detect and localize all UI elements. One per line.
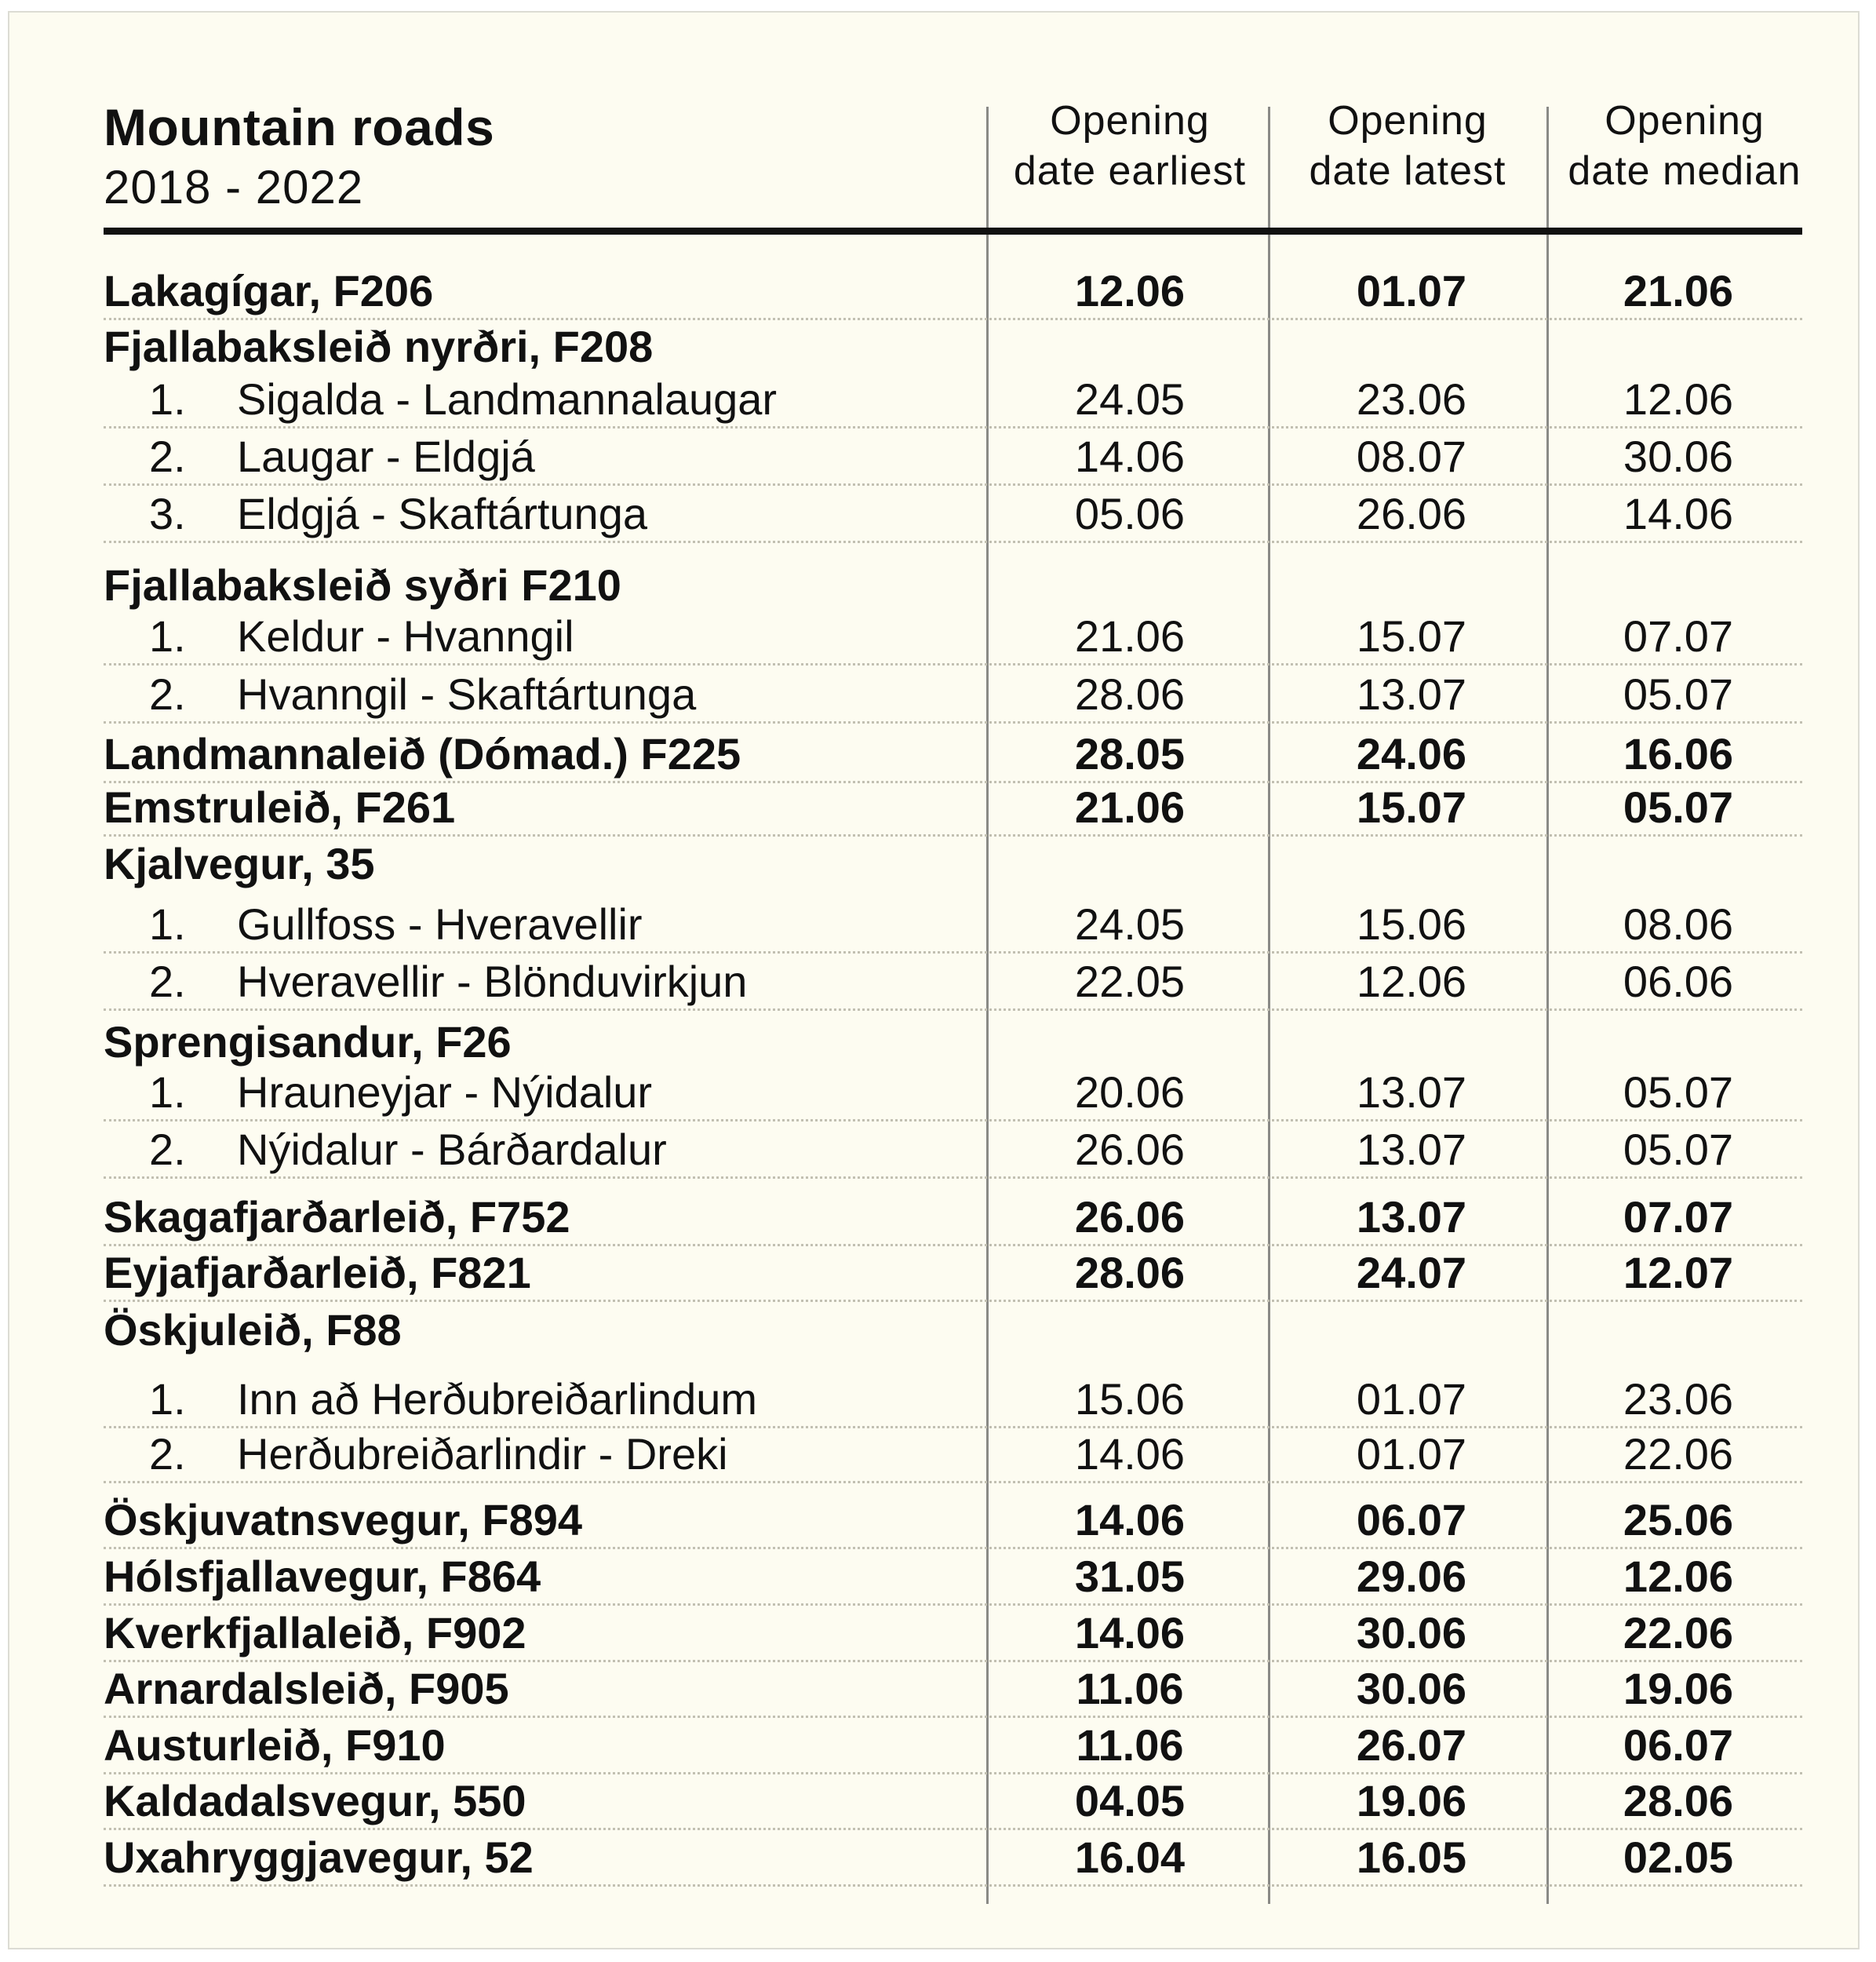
row-number: 1. xyxy=(149,1067,186,1117)
opening-earliest: 11.06 xyxy=(1076,1720,1184,1770)
section-header-row xyxy=(104,556,1802,612)
opening-median: 06.06 xyxy=(1623,957,1734,1006)
opening-earliest: 28.06 xyxy=(1074,669,1186,719)
table-row xyxy=(104,666,1802,724)
opening-median: 06.07 xyxy=(1623,1720,1734,1770)
road-name: Fjallabaksleið nyrðri, F208 xyxy=(104,322,654,371)
road-section-name: Keldur - Hvanngil xyxy=(237,611,574,661)
opening-earliest: 04.05 xyxy=(1074,1776,1186,1825)
opening-latest: 01.07 xyxy=(1356,1429,1467,1479)
road-name: Kaldadalsvegur, 550 xyxy=(104,1776,526,1825)
table-row xyxy=(104,1549,1802,1606)
table-row xyxy=(104,248,1802,320)
opening-latest: 15.07 xyxy=(1356,782,1467,832)
column-header-earliest: Opening date earliest xyxy=(1013,98,1247,194)
opening-median: 07.07 xyxy=(1623,611,1734,661)
opening-latest: 12.06 xyxy=(1356,957,1467,1006)
road-section-name: Nýidalur - Bárðardalur xyxy=(237,1125,667,1174)
road-section-name: Herðubreiðarlindir - Dreki xyxy=(237,1429,728,1479)
opening-latest: 29.06 xyxy=(1356,1552,1467,1601)
table-row xyxy=(104,1246,1802,1302)
opening-latest: 23.06 xyxy=(1356,374,1467,424)
opening-earliest: 11.06 xyxy=(1076,1664,1184,1713)
table-row xyxy=(104,783,1802,837)
road-name: Kverkfjallaleið, F902 xyxy=(104,1608,526,1657)
opening-latest: 19.06 xyxy=(1356,1776,1467,1825)
header-rule xyxy=(104,228,1802,235)
opening-median: 08.06 xyxy=(1623,899,1734,949)
section-header-row xyxy=(104,1011,1802,1069)
opening-earliest: 05.06 xyxy=(1074,489,1186,538)
opening-earliest: 26.06 xyxy=(1074,1192,1186,1242)
road-name: Eyjafjarðarleið, F821 xyxy=(104,1248,531,1297)
opening-median: 22.06 xyxy=(1623,1429,1734,1479)
opening-earliest: 21.06 xyxy=(1074,611,1186,661)
opening-earliest: 14.06 xyxy=(1074,1608,1186,1657)
opening-latest: 15.06 xyxy=(1356,899,1467,949)
opening-latest: 15.07 xyxy=(1356,611,1467,661)
opening-median: 21.06 xyxy=(1623,266,1734,315)
road-name: Kjalvegur, 35 xyxy=(104,839,375,888)
opening-earliest: 16.04 xyxy=(1074,1833,1186,1882)
road-name: Öskjuvatnsvegur, F894 xyxy=(104,1495,583,1544)
column-header-median: Opening date median xyxy=(1568,98,1801,194)
table-subtitle: 2018 - 2022 xyxy=(104,161,364,213)
column-header-latest: Opening date latest xyxy=(1309,98,1506,194)
road-name: Arnardalsleið, F905 xyxy=(104,1664,509,1713)
table-row xyxy=(104,1069,1802,1121)
row-number: 3. xyxy=(149,489,186,538)
table-title: Mountain roads xyxy=(104,98,495,156)
road-name: Skagafjarðarleið, F752 xyxy=(104,1192,570,1242)
opening-earliest: 22.05 xyxy=(1074,957,1186,1006)
opening-earliest: 12.06 xyxy=(1074,266,1186,315)
opening-median: 19.06 xyxy=(1623,1664,1734,1713)
road-name: Fjallabaksleið syðri F210 xyxy=(104,560,621,610)
road-name: Austurleið, F910 xyxy=(104,1720,446,1770)
road-name: Öskjuleið, F88 xyxy=(104,1305,402,1355)
opening-median: 28.06 xyxy=(1623,1776,1734,1825)
opening-earliest: 24.05 xyxy=(1074,374,1186,424)
opening-median: 22.06 xyxy=(1623,1608,1734,1657)
road-name: Emstruleið, F261 xyxy=(104,782,456,832)
opening-earliest: 14.06 xyxy=(1074,1495,1186,1544)
opening-median: 25.06 xyxy=(1623,1495,1734,1544)
section-header-row xyxy=(104,837,1802,891)
opening-median: 30.06 xyxy=(1623,432,1734,481)
opening-median: 23.06 xyxy=(1623,1374,1734,1424)
opening-median: 16.06 xyxy=(1623,729,1734,779)
opening-earliest: 24.05 xyxy=(1074,899,1186,949)
opening-latest: 26.06 xyxy=(1356,489,1467,538)
road-name: Hólsfjallavegur, F864 xyxy=(104,1552,541,1601)
opening-earliest: 31.05 xyxy=(1074,1552,1186,1601)
opening-latest: 06.07 xyxy=(1356,1495,1467,1544)
opening-median: 12.07 xyxy=(1623,1248,1734,1297)
opening-latest: 13.07 xyxy=(1356,1192,1467,1242)
table-row xyxy=(104,1428,1802,1483)
opening-earliest: 26.06 xyxy=(1074,1125,1186,1174)
opening-earliest: 20.06 xyxy=(1074,1067,1186,1117)
opening-latest: 24.06 xyxy=(1356,729,1467,779)
road-section-name: Inn að Herðubreiðarlindum xyxy=(237,1374,758,1424)
row-number: 2. xyxy=(149,1125,186,1174)
opening-median: 05.07 xyxy=(1623,1125,1734,1174)
opening-latest: 26.07 xyxy=(1356,1720,1467,1770)
road-section-name: Gullfoss - Hveravellir xyxy=(237,899,643,949)
road-section-name: Laugar - Eldgjá xyxy=(237,432,535,481)
road-section-name: Hvanngil - Skaftártunga xyxy=(237,669,697,719)
opening-latest: 16.05 xyxy=(1356,1833,1467,1882)
opening-earliest: 14.06 xyxy=(1074,1429,1186,1479)
opening-latest: 08.07 xyxy=(1356,432,1467,481)
opening-median: 12.06 xyxy=(1623,1552,1734,1601)
opening-median: 07.07 xyxy=(1623,1192,1734,1242)
road-section-name: Sigalda - Landmannalaugar xyxy=(237,374,778,424)
opening-latest: 30.06 xyxy=(1356,1608,1467,1657)
opening-earliest: 21.06 xyxy=(1074,782,1186,832)
opening-median: 12.06 xyxy=(1623,374,1734,424)
table-row xyxy=(104,1662,1802,1718)
opening-earliest: 28.06 xyxy=(1074,1248,1186,1297)
table-row xyxy=(104,612,1802,666)
table-row xyxy=(104,374,1802,429)
table-row xyxy=(104,724,1802,783)
table-row xyxy=(104,1606,1802,1662)
section-header-row xyxy=(104,1302,1802,1357)
opening-median: 05.07 xyxy=(1623,1067,1734,1117)
opening-median: 02.05 xyxy=(1623,1833,1734,1882)
row-number: 1. xyxy=(149,1374,186,1424)
road-section-name: Eldgjá - Skaftártunga xyxy=(237,489,647,538)
table-row xyxy=(104,891,1802,954)
road-section-name: Hrauneyjar - Nýidalur xyxy=(237,1067,653,1117)
road-name: Landmannaleið (Dómad.) F225 xyxy=(104,729,741,779)
row-number: 1. xyxy=(149,899,186,949)
table-row xyxy=(104,1483,1802,1549)
table-row xyxy=(104,429,1802,486)
opening-latest: 13.07 xyxy=(1356,1067,1467,1117)
opening-earliest: 28.05 xyxy=(1074,729,1186,779)
section-header-row xyxy=(104,320,1802,374)
opening-earliest: 14.06 xyxy=(1074,432,1186,481)
table-row xyxy=(104,1718,1802,1774)
row-number: 2. xyxy=(149,1429,186,1479)
road-name: Uxahryggjavegur, 52 xyxy=(104,1833,534,1882)
row-number: 2. xyxy=(149,669,186,719)
table-card xyxy=(8,11,1860,1949)
row-number: 2. xyxy=(149,957,186,1006)
table-row xyxy=(104,1121,1802,1179)
opening-median: 05.07 xyxy=(1623,669,1734,719)
opening-latest: 13.07 xyxy=(1356,669,1467,719)
opening-median: 05.07 xyxy=(1623,782,1734,832)
road-name: Lakagígar, F206 xyxy=(104,266,434,315)
table-row xyxy=(104,486,1802,543)
opening-median: 14.06 xyxy=(1623,489,1734,538)
opening-latest: 30.06 xyxy=(1356,1664,1467,1713)
road-name: Sprengisandur, F26 xyxy=(104,1017,512,1067)
row-number: 1. xyxy=(149,611,186,661)
table-row xyxy=(104,1179,1802,1246)
opening-earliest: 15.06 xyxy=(1074,1374,1186,1424)
row-number: 1. xyxy=(149,374,186,424)
opening-latest: 01.07 xyxy=(1356,1374,1467,1424)
row-number: 2. xyxy=(149,432,186,481)
opening-latest: 13.07 xyxy=(1356,1125,1467,1174)
table-row xyxy=(104,1830,1802,1887)
opening-latest: 24.07 xyxy=(1356,1248,1467,1297)
table-row xyxy=(104,954,1802,1011)
road-section-name: Hveravellir - Blönduvirkjun xyxy=(237,957,748,1006)
table-row xyxy=(104,1357,1802,1428)
table-row xyxy=(104,1774,1802,1830)
opening-latest: 01.07 xyxy=(1356,266,1467,315)
